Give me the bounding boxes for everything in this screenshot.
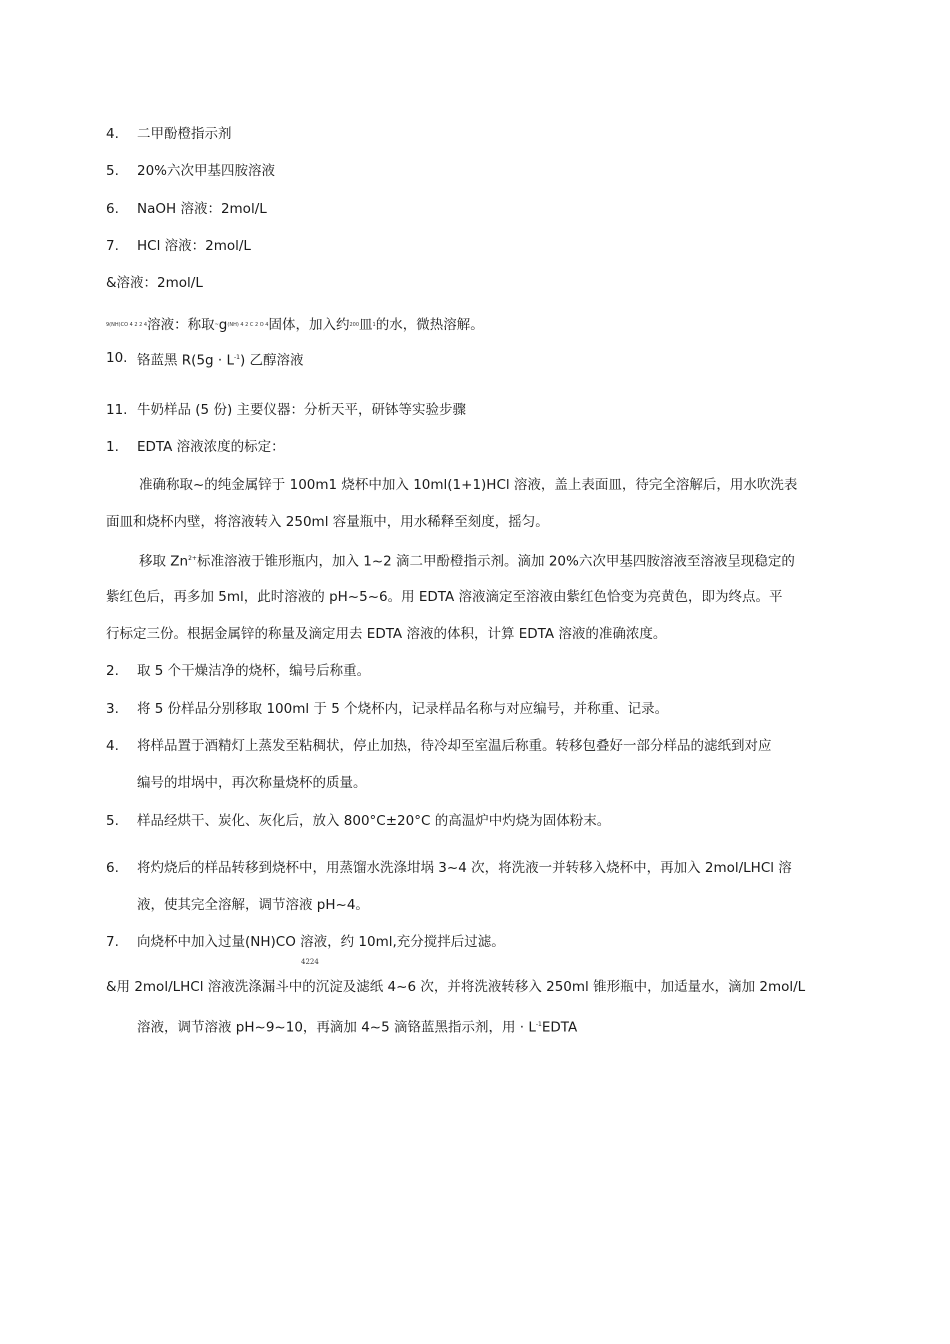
item-text: 牛奶样品 (5 份) 主要仪器：分析天平，研钵等实验步骤 [137,402,466,418]
chemical-subscripts: 4224 [301,958,319,966]
step-4-continued: 编号的坩埚中，再次称量烧杯的质量。 [137,775,367,791]
item-text-part: 的水，微热溶解。 [375,317,484,333]
step-text: 取 5 个干燥洁净的烧杯，编号后称重。 [137,663,371,679]
item-text: HCl 溶液：2mol/L [137,238,251,254]
item-text: &溶液：2mol/L [106,275,203,291]
item-number: 5. [106,163,119,179]
list-item-8 [106,274,203,292]
step-number: 1. [106,439,119,455]
step-text: 将样品置于酒精灯上蒸发至粘稠状，停止加热，待冷却至室温后称重。转移包叠好一部分样品的滤纸到对应 [137,738,772,754]
step-6-continued: 液，使其完全溶解，调节溶液 pH~4。 [137,897,369,913]
step-number: 5. [106,813,119,829]
step-8: &用 2mol/LHCl 溶液洗涤漏斗中的沉淀及滤纸 4~6 次，并将洗液转移入 250ml 锥形瓶中，加适量水，滴加 2mol/L [106,979,806,995]
item-fine-text: (NH) 4 2 C 2 O 4 [227,322,269,328]
paragraph-line: 面皿和烧杯内壁，将溶液转入 250ml 容量瓶中，用水稀释至刻度，摇匀。 [106,514,549,530]
item-text-part: 固体，加入约 [268,317,350,333]
item-number: 4. [106,126,119,142]
step-8-continued [137,1016,577,1037]
step-text: 向烧杯中加入过量(NH)CO 溶液，约 10ml,充分搅拌后过滤。 [137,934,505,950]
item-text-part: 铬蓝黑 R(5g · L [137,352,234,369]
item-number: 6. [106,201,119,217]
item-fine-text: 1 [372,322,376,328]
item-text: 20%六次甲基四胺溶液 [137,163,276,179]
list-item-9 [106,316,484,334]
item-text: 二甲酚橙指示剂 [137,126,232,142]
superscript: -1 [535,1021,542,1028]
step-text: 将灼烧后的样品转移到烧杯中，用蒸馏水洗涤坩埚 3~4 次，将洗液一并转移入烧杯中，再加入 2mol/LHCl 溶 [137,860,792,876]
item-number: 7. [106,238,119,254]
step-text: 样品经烘干、炭化、灰化后，放入 800°C±20°C 的高温炉中灼烧为固体粉末。 [137,813,611,829]
step-text: EDTA 溶液浓度的标定： [137,439,285,455]
superscript: 2+ [188,555,197,562]
step-number: 2. [106,663,119,679]
paragraph-line: 准确称取~的纯金属锌于 100m1 烧杯中加入 10ml(1+1)HCl 溶液，盖上表面皿，待完全溶解后，用水吹洗表 [139,477,798,493]
item-text-part: 溶液：称取 [147,317,215,333]
item-text-part: ) 乙醇溶液 [239,352,304,369]
item-number: 11. [106,402,128,418]
step-number: 3. [106,701,119,717]
item-text: NaOH 溶液：2mol/L [137,201,267,217]
paragraph-line [139,550,795,571]
paragraph-line: 紫红色后，再多加 5ml，此时溶液的 pH~5~6。用 EDTA 溶液滴定至溶液由紫红色恰变为亮黄色，即为终点。平 [106,589,783,605]
item-fine-text: ~ [214,322,219,328]
item-prefix-fine: 9(NH)CO 4 2 2 4 [106,322,148,328]
item-number: 10. [106,350,128,366]
step-text-part: 溶液，调节溶液 pH~9~10，再滴加 4~5 滴铬蓝黑指示剂，用 · L [137,1019,536,1036]
paragraph-text-part: 标准溶液于锥形瓶内，加入 1~2 滴二甲酚橙指示剂。滴加 20%六次甲基四胺溶液至溶液呈现稳定的 [196,553,795,570]
step-number: 7. [106,934,119,950]
item-text-part: 皿 [359,317,373,333]
step-text-part: EDTA [541,1019,578,1036]
paragraph-line: 行标定三份。根据金属锌的称量及滴定用去 EDTA 溶液的体积，计算 EDTA 溶液的准确浓度。 [106,626,667,642]
item-text [137,349,304,370]
paragraph-text-part: 移取 Zn [139,553,189,570]
step-number: 6. [106,860,119,876]
step-text: 将 5 份样品分别移取 100ml 于 5 个烧杯内，记录样品名称与对应编号，并称重、记录。 [137,701,669,717]
item-fine-text: 200 [349,322,360,328]
superscript: -1 [234,354,240,361]
step-number: 4. [106,738,119,754]
item-text-part: g [218,317,228,333]
